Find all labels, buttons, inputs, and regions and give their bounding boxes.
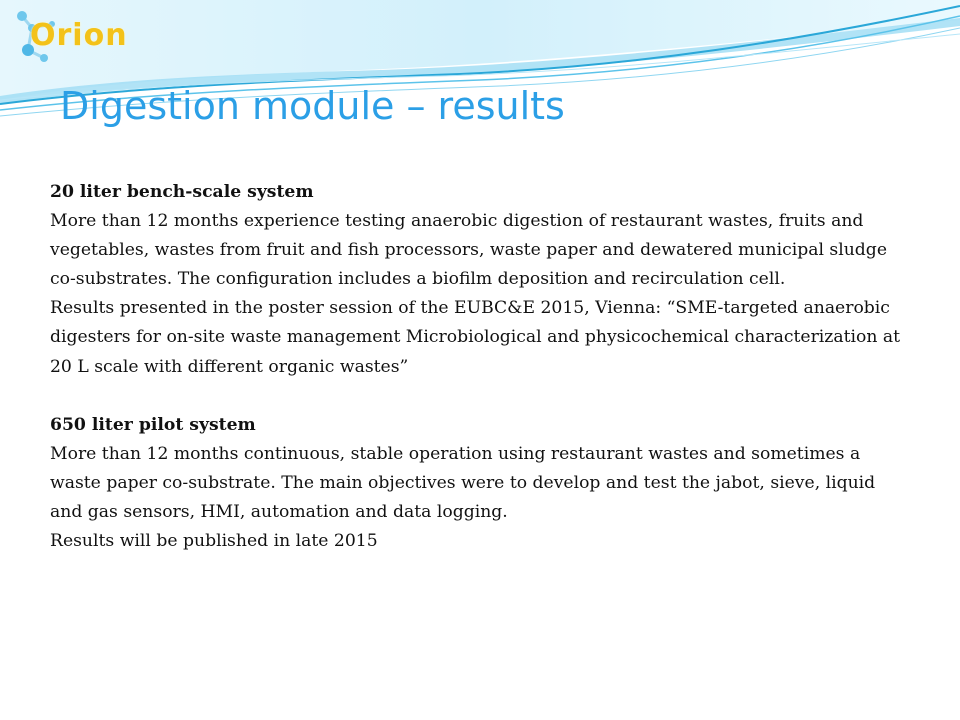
section-heading-pilot: 650 liter pilot system xyxy=(50,414,256,435)
orion-logo xyxy=(8,6,148,70)
logo-text: Orion xyxy=(30,18,128,53)
section-heading-bench-scale: 20 liter bench-scale system xyxy=(50,182,314,202)
slide-body xyxy=(50,178,910,556)
section-spacer xyxy=(50,382,910,411)
paragraph-bench-results: Results presented in the poster session of the EUBC&E 2015, Vienna: “SME-targeted anaerobic digesters for on-site waste management Microbiological and physicochemical characterization at 20 L scale with different organic wastes” xyxy=(50,298,901,377)
slide-title: Digestion module – results xyxy=(60,84,565,128)
paragraph-bench-experience: More than 12 months experience testing anaerobic digestion of restaurant wastes, fruits and vegetables, wastes from fruit and fish processors, waste paper and dewatered municipal sludge co-substrates. The configuration includes a biofilm deposition and recirculation cell. xyxy=(50,211,887,290)
paragraph-pilot-operation: More than 12 months continuous, stable operation using restaurant wastes and sometimes a waste paper co-substrate. The main objectives were to develop and test the jabot, sieve, liquid and gas sensors, HMI, automation and data logging. xyxy=(50,443,876,523)
paragraph-pilot-results: Results will be published in late 2015 xyxy=(50,531,378,552)
